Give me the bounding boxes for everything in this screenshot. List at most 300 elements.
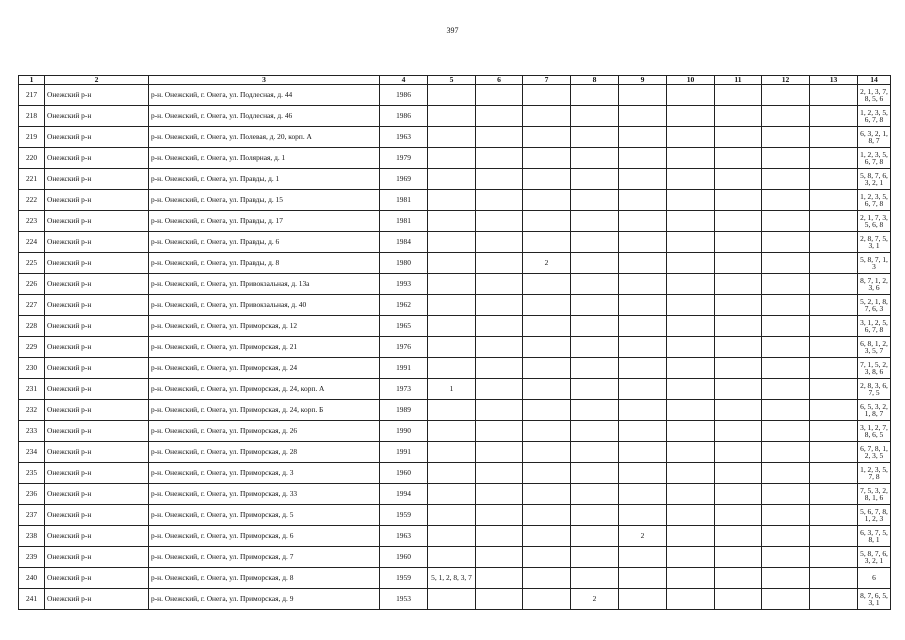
col14-cell-text: 6, 3, 7, 5, 8, 1 [860,527,888,544]
col13-cell [810,169,858,190]
district-cell [45,463,149,484]
row-number-text: 238 [25,531,38,540]
row-number-text: 241 [25,594,38,603]
row-number-text: 234 [25,447,38,456]
district-cell [45,421,149,442]
row-number [19,400,45,421]
row-number-text: 237 [25,510,38,519]
col7-cell [523,148,571,169]
col11-cell [715,211,762,232]
col14-cell-text: 6, 5, 3, 2, 1, 8, 7 [860,401,888,418]
year-cell [380,568,428,589]
col9-cell [619,484,667,505]
address-cell-text: р-н. Онежский, г. Онега, ул. Приморская, д. 7 [151,552,294,561]
table-row [19,589,891,610]
table-row [19,379,891,400]
col11-cell [715,526,762,547]
col13-cell [810,400,858,421]
address-cell-text: р-н. Онежский, г. Онега, ул. Приморская, д. 24, корп. А [151,384,325,393]
table-row [19,526,891,547]
row-number-text: 221 [25,174,38,183]
col9-cell [619,106,667,127]
address-cell-text: р-н. Онежский, г. Онега, ул. Подлесная, д. 46 [151,111,293,120]
col5-cell [428,547,476,568]
col10-cell [667,169,715,190]
district-cell [45,274,149,295]
year-cell [380,421,428,442]
col13-cell [810,274,858,295]
table-row [19,295,891,316]
year-cell-text: 1953 [396,594,411,603]
address-cell-text: р-н. Онежский, г. Онега, ул. Приморская, д. 24, корп. Б [151,405,324,414]
address-cell [149,190,380,211]
row-number-text: 220 [25,153,38,162]
col12-cell [762,253,810,274]
year-cell [380,547,428,568]
col7-cell [523,106,571,127]
address-cell [149,148,380,169]
col14-cell [858,127,891,148]
row-number-text: 228 [25,321,38,330]
row-number [19,589,45,610]
col10-cell [667,232,715,253]
district-cell [45,505,149,526]
year-cell-text: 1986 [396,111,411,120]
col7-cell [523,358,571,379]
col5-cell [428,85,476,106]
district-cell-text: Онежский р-н [47,342,92,351]
col7-cell [523,505,571,526]
district-cell [45,295,149,316]
col14-cell [858,148,891,169]
table-row [19,463,891,484]
col5-cell [428,526,476,547]
row-number-text: 235 [25,468,38,477]
col5-cell [428,253,476,274]
year-cell [380,211,428,232]
col7-cell [523,274,571,295]
table-row [19,127,891,148]
col8-cell [571,316,619,337]
col8-cell [571,379,619,400]
district-cell [45,253,149,274]
address-cell [149,484,380,505]
col14-cell [858,379,891,400]
col8-cell [571,442,619,463]
col7-cell [523,85,571,106]
col13-cell [810,589,858,610]
col7-cell [523,169,571,190]
col5-cell [428,568,476,589]
col11-cell [715,106,762,127]
col12-cell [762,421,810,442]
district-cell [45,232,149,253]
address-cell-text: р-н. Онежский, г. Онега, ул. Правды, д. 17 [151,216,283,225]
col14-cell-text: 7, 5, 3, 2, 8, 1, 6 [860,485,888,502]
row-number [19,463,45,484]
column-header: 9 [619,76,667,85]
col13-cell [810,337,858,358]
col7-cell [523,442,571,463]
col5-cell [428,400,476,421]
col14-cell [858,106,891,127]
col13-cell [810,547,858,568]
col13-cell [810,295,858,316]
district-cell-text: Онежский р-н [47,195,92,204]
col5-cell [428,484,476,505]
district-cell-text: Онежский р-н [47,279,92,288]
address-cell-text: р-н. Онежский, г. Онега, ул. Приморская, д. 24 [151,363,298,372]
col9-cell [619,358,667,379]
col14-cell-text: 8, 7, 6, 5, 3, 1 [860,590,888,607]
col6-cell [476,211,523,232]
col11-cell [715,442,762,463]
col14-cell-text: 6, 8, 1, 2, 3, 5, 7 [860,338,888,355]
year-cell [380,274,428,295]
col12-cell [762,295,810,316]
col13-cell [810,442,858,463]
col14-cell-text: 3, 1, 2, 7, 8, 6, 5 [860,422,888,439]
row-number-text: 217 [25,90,38,99]
year-cell [380,85,428,106]
col7-cell [523,484,571,505]
col6-cell [476,463,523,484]
col10-cell [667,127,715,148]
col8-cell [571,274,619,295]
row-number-text: 224 [25,237,38,246]
col7-cell [523,337,571,358]
column-header: 3 [149,76,380,85]
col9-cell [619,148,667,169]
col10-cell [667,589,715,610]
col13-cell [810,190,858,211]
address-cell-text: р-н. Онежский, г. Онега, ул. Приморская, д. 21 [151,342,298,351]
row-number-text: 227 [25,300,38,309]
table-row [19,253,891,274]
address-cell [149,547,380,568]
table-row [19,568,891,589]
col8-cell [571,190,619,211]
row-number [19,148,45,169]
year-cell-text: 1993 [396,279,411,288]
year-cell [380,232,428,253]
year-cell [380,148,428,169]
address-cell [149,568,380,589]
district-cell [45,568,149,589]
col10-cell [667,337,715,358]
col6-cell [476,526,523,547]
col8-cell [571,400,619,421]
row-number-text: 222 [25,195,38,204]
col10-cell [667,85,715,106]
address-cell-text: р-н. Онежский, г. Онега, ул. Правды, д. 6 [151,237,280,246]
address-cell-text: р-н. Онежский, г. Онега, ул. Полярная, д. 1 [151,153,286,162]
col8-cell [571,547,619,568]
table-row [19,211,891,232]
col11-cell [715,568,762,589]
col10-cell [667,442,715,463]
year-cell-text: 1994 [396,489,411,498]
address-cell [149,400,380,421]
col14-cell-text: 6 [872,573,876,583]
col11-cell [715,253,762,274]
col5-cell [428,442,476,463]
year-cell-text: 1991 [396,447,411,456]
table-row [19,358,891,379]
district-cell [45,379,149,400]
table-row [19,505,891,526]
row-number [19,505,45,526]
col14-cell [858,316,891,337]
col5-cell [428,190,476,211]
address-cell-text: р-н. Онежский, г. Онега, ул. Приморская, д. 5 [151,510,294,519]
year-cell-text: 1960 [396,552,411,561]
col9-cell [619,442,667,463]
col8-cell [571,106,619,127]
col14-cell-text: 1, 2, 3, 5, 6, 7, 8 [860,107,888,124]
table-row [19,337,891,358]
table-row [19,484,891,505]
col5-cell [428,379,476,400]
col8-cell [571,148,619,169]
year-cell [380,253,428,274]
district-cell-text: Онежский р-н [47,132,92,141]
col7-cell [523,295,571,316]
row-number [19,274,45,295]
year-cell [380,526,428,547]
col13-cell [810,85,858,106]
district-cell-text: Онежский р-н [47,489,92,498]
col5-cell [428,337,476,358]
row-number [19,127,45,148]
col14-cell [858,295,891,316]
address-cell [149,358,380,379]
col14-cell [858,568,891,589]
column-header: 11 [715,76,762,85]
year-cell-text: 1984 [396,237,411,246]
col12-cell [762,358,810,379]
col5-cell [428,421,476,442]
row-number-text: 239 [25,552,38,561]
col13-cell [810,421,858,442]
address-cell [149,169,380,190]
district-cell-text: Онежский р-н [47,153,92,162]
col6-cell [476,337,523,358]
col5-cell [428,358,476,379]
col12-cell [762,400,810,421]
col12-cell [762,232,810,253]
col14-cell [858,526,891,547]
address-cell [149,253,380,274]
col14-cell [858,547,891,568]
col14-cell [858,211,891,232]
address-cell [149,85,380,106]
col10-cell [667,547,715,568]
year-cell-text: 1989 [396,405,411,414]
address-cell-text: р-н. Онежский, г. Онега, ул. Приморская, д. 26 [151,426,298,435]
district-cell-text: Онежский р-н [47,321,92,330]
col11-cell [715,295,762,316]
col11-cell [715,358,762,379]
address-cell-text: р-н. Онежский, г. Онега, ул. Правды, д. 15 [151,195,283,204]
year-cell-text: 1963 [396,531,411,540]
col11-cell [715,274,762,295]
year-cell-text: 1991 [396,363,411,372]
address-cell-text: р-н. Онежский, г. Онега, ул. Правды, д. 8 [151,258,280,267]
col6-cell [476,568,523,589]
col13-cell [810,316,858,337]
col14-cell [858,232,891,253]
col11-cell [715,589,762,610]
address-cell [149,379,380,400]
year-cell-text: 1959 [396,510,411,519]
col9-cell [619,421,667,442]
col8-cell [571,358,619,379]
address-cell [149,127,380,148]
col13-cell [810,463,858,484]
col12-cell [762,190,810,211]
col8-cell [571,463,619,484]
col8-cell [571,337,619,358]
column-header: 8 [571,76,619,85]
table-row [19,190,891,211]
district-cell [45,547,149,568]
col14-cell-text: 6, 3, 2, 1, 8, 7 [860,128,888,145]
col10-cell [667,379,715,400]
year-cell [380,295,428,316]
col12-cell [762,85,810,106]
col14-cell [858,442,891,463]
col14-cell-text: 1, 2, 3, 5, 6, 7, 8 [860,191,888,208]
col7-cell [523,547,571,568]
address-cell-text: р-н. Онежский, г. Онега, ул. Приморская, д. 33 [151,489,298,498]
col5-cell [428,232,476,253]
col14-cell-text: 1, 2, 3, 5, 7, 8 [860,464,888,481]
col13-cell [810,568,858,589]
col12-cell [762,547,810,568]
col14-cell-text: 5, 8, 7, 6, 3, 2, 1 [860,548,888,565]
col13-cell [810,106,858,127]
district-cell-text: Онежский р-н [47,363,92,372]
col6-cell [476,358,523,379]
district-cell-text: Онежский р-н [47,426,92,435]
row-number [19,232,45,253]
col11-cell [715,169,762,190]
row-number-text: 236 [25,489,38,498]
table-row [19,421,891,442]
col9-cell [619,400,667,421]
col6-cell [476,274,523,295]
address-cell-text: р-н. Онежский, г. Онега, ул. Приморская, д. 6 [151,531,294,540]
col12-cell [762,211,810,232]
address-cell-text: р-н. Онежский, г. Онега, ул. Приморская, д. 8 [151,573,294,582]
col6-cell [476,85,523,106]
col7-cell [523,379,571,400]
year-cell-text: 1981 [396,216,411,225]
year-cell [380,337,428,358]
col11-cell [715,379,762,400]
table-row [19,316,891,337]
col14-cell [858,190,891,211]
col11-cell [715,547,762,568]
col6-cell [476,169,523,190]
col8-cell [571,568,619,589]
address-cell [149,232,380,253]
column-header: 6 [476,76,523,85]
table-row [19,400,891,421]
col7-cell [523,463,571,484]
row-number-text: 231 [25,384,38,393]
district-cell [45,526,149,547]
col11-cell [715,232,762,253]
address-cell-text: р-н. Онежский, г. Онега, ул. Приморская, д. 9 [151,594,294,603]
col7-cell [523,589,571,610]
col8-cell [571,526,619,547]
page-number: 397 [446,26,459,35]
col6-cell [476,148,523,169]
year-cell-text: 1980 [396,258,411,267]
col13-cell [810,358,858,379]
district-cell-text: Онежский р-н [47,447,92,456]
col14-cell [858,253,891,274]
address-cell [149,211,380,232]
column-header: 14 [858,76,891,85]
row-number [19,190,45,211]
col11-cell [715,400,762,421]
row-number [19,295,45,316]
row-number [19,316,45,337]
row-number [19,85,45,106]
col5-cell [428,106,476,127]
address-cell-text: р-н. Онежский, г. Онега, ул. Подлесная, д. 44 [151,90,293,99]
col10-cell [667,106,715,127]
col8-cell [571,211,619,232]
year-cell-text: 1963 [396,132,411,141]
col10-cell [667,505,715,526]
address-cell [149,316,380,337]
col11-cell [715,127,762,148]
col13-cell [810,526,858,547]
district-cell-text: Онежский р-н [47,384,92,393]
district-cell-text: Онежский р-н [47,573,92,582]
year-cell [380,190,428,211]
col6-cell [476,253,523,274]
district-cell-text: Онежский р-н [47,90,92,99]
col9-cell [619,547,667,568]
col6-cell [476,106,523,127]
row-number-text: 219 [25,132,38,141]
district-cell-text: Онежский р-н [47,531,92,540]
address-cell-text: р-н. Онежский, г. Онега, ул. Полевая, д. 20, корп. А [151,132,312,141]
col9-cell [619,526,667,547]
col13-cell [810,148,858,169]
col6-cell [476,232,523,253]
col12-cell [762,442,810,463]
table-row [19,442,891,463]
col11-cell [715,505,762,526]
col10-cell [667,568,715,589]
col7-cell [523,232,571,253]
col7-cell [523,526,571,547]
col10-cell [667,484,715,505]
col7-cell [523,316,571,337]
row-number [19,253,45,274]
col14-cell [858,463,891,484]
row-number [19,547,45,568]
district-cell-text: Онежский р-н [47,468,92,477]
col12-cell [762,484,810,505]
district-cell [45,211,149,232]
